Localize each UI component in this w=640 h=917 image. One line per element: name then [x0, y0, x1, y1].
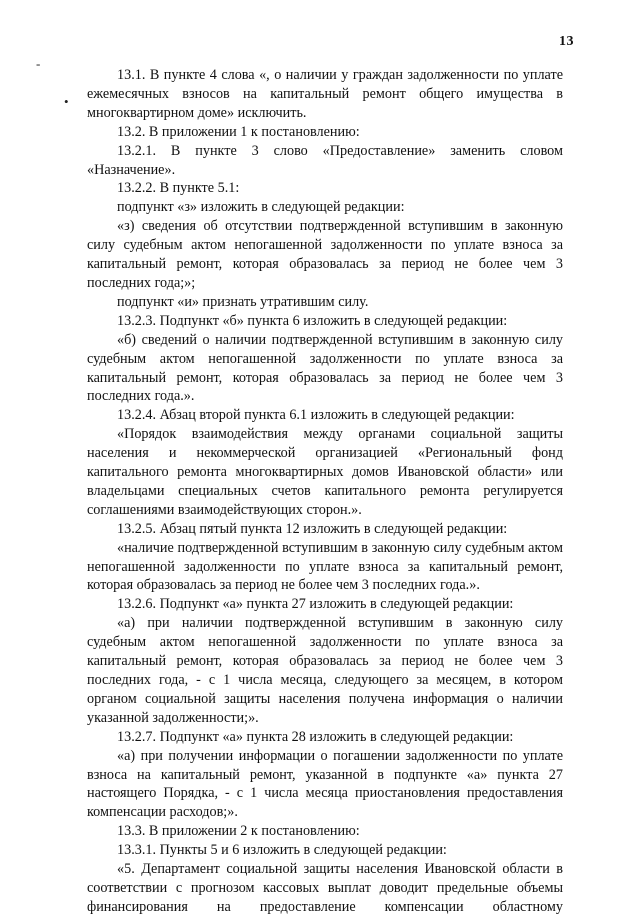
paragraph-13-3-1: 13.3.1. Пункты 5 и 6 изложить в следующей редакции:	[117, 842, 447, 859]
paragraph-13-2-6: 13.2.6. Подпункт «а» пункта 27 изложить в следующей редакции:	[117, 596, 514, 613]
paragraph-13-2: 13.2. В приложении 1 к постановлению:	[117, 123, 360, 140]
paragraph-13-2-4: 13.2.4. Абзац второй пункта 6.1 изложить в следующей редакции:	[117, 407, 515, 424]
stray-mark-dash: -	[36, 56, 41, 71]
paragraph-subpoint-a-28: «а) при получении информации о погашении задолженности по уплате взноса на капитальный ремонт, указанной в подпункте «а» пункта 27 настоящего Порядка, - с 1 числа месяца приостановления предоставления компенсации расходов;».	[87, 747, 563, 821]
document-body	[87, 66, 563, 917]
paragraph-13-2-2: 13.2.2. В пункте 5.1:	[117, 180, 240, 197]
paragraph-13-3: 13.3. В приложении 2 к постановлению:	[117, 823, 360, 840]
paragraph-point-5: «5. Департамент социальной защиты населения Ивановской области в соответствии с прогнозом кассовых выплат доводит предельные объемы финансирования на предоставление компенсации областному	[87, 861, 563, 915]
paragraph-subpoint-z-intro: подпункт «з» изложить в следующей редакции:	[117, 199, 405, 216]
paragraph-13-2-1: 13.2.1. В пункте 3 слово «Предоставление» заменить словом «Назначение».	[87, 142, 563, 178]
paragraph-13-1: 13.1. В пункте 4 слова «, о наличии у граждан задолженности по уплате ежемесячных взносов на капитальный ремонт общего имущества в многоквартирном доме» исключить.	[87, 67, 563, 121]
page-number: 13	[559, 34, 574, 49]
paragraph-subpoint-a-27: «а) при наличии подтвержденной вступившим в законную силу судебным актом непогашенной задолженности по уплате взноса за капитальный ремонт, которая образовалась за период не более чем 3 последних года, - с 1 числа месяца, следующего за месяцем, в котором органом социальной защиты населения получена информация о наличии указанной задолженности;».	[87, 615, 563, 726]
paragraph-interaction-order: «Порядок взаимодействия между органами социальной защиты населения и некоммерческой организацией «Региональный фонд капитального ремонта многоквартирных домов Ивановской области» или владельцами специальных счетов капитального ремонта регулируется соглашениями взаимодействующих сторон.».	[87, 426, 563, 518]
paragraph-subpoint-i: подпункт «и» признать утратившим силу.	[117, 293, 369, 310]
paragraph-debt-presence: «наличие подтвержденной вступившим в законную силу судебным актом непогашенной задолженности по уплате взноса за капитальный ремонт, которая образовалась за период не более чем 3 последних года.».	[87, 539, 563, 594]
paragraph-subpoint-z-text: «з) сведения об отсутствии подтвержденной вступившим в законную силу судебным актом непогашенной задолженности по уплате взноса за капитальный ремонт, которая образовалась за период не более чем 3 последних года;»;	[87, 218, 563, 291]
paragraph-13-2-3: 13.2.3. Подпункт «б» пункта 6 изложить в следующей редакции:	[117, 312, 508, 329]
stray-mark-dot: •	[64, 94, 69, 109]
paragraph-13-2-7: 13.2.7. Подпункт «а» пункта 28 изложить в следующей редакции:	[117, 728, 514, 745]
paragraph-subpoint-b-text: «б) сведений о наличии подтвержденной вступившим в законную силу судебным актом непогашенной задолженности по уплате взноса за капитальный ремонт, которая образовалась за период не более чем 3 последних года.».	[87, 331, 563, 405]
paragraph-13-2-5: 13.2.5. Абзац пятый пункта 12 изложить в следующей редакции:	[117, 520, 508, 537]
